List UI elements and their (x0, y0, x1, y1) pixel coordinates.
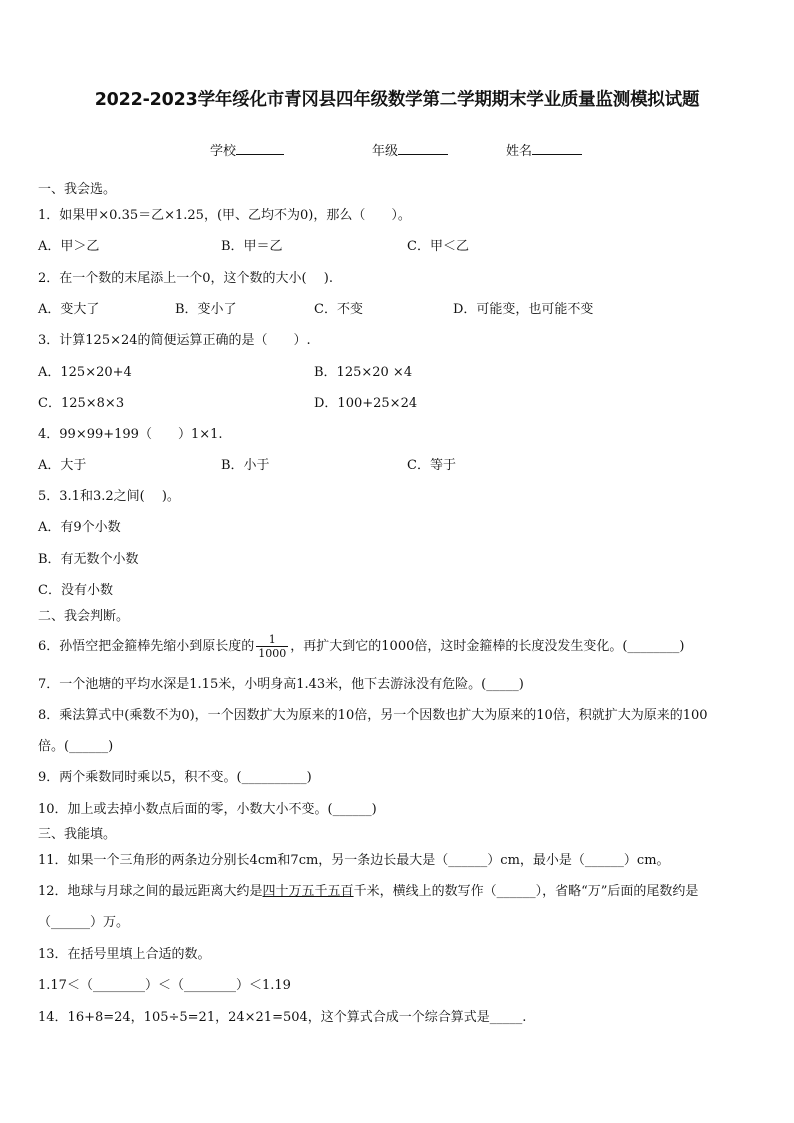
q6-fraction-denominator: 1000 (258, 647, 287, 660)
question-6 (38, 631, 685, 663)
q2-option-a[interactable]: A．变大了 (38, 302, 100, 317)
q4-option-a[interactable]: A．大于 (38, 458, 87, 473)
name-label: 姓名 (506, 144, 533, 159)
q6-fraction-numerator: 1 (256, 633, 288, 647)
q1-option-a[interactable]: A．甲＞乙 (38, 239, 100, 254)
q2-option-b[interactable]: B．变小了 (175, 302, 237, 317)
question-12 (38, 884, 698, 900)
question-4: 4．99×99+199（ ）1×1. (38, 427, 223, 442)
name-field (506, 140, 582, 159)
grade-label: 年级 (372, 144, 399, 159)
q12-text-after: 千米，横线上的数写作（______），省略“万”后面的尾数约是 (353, 884, 699, 899)
q6-text-before: 6．孙悟空把金箍棒先缩小到原长度的 (38, 639, 255, 654)
question-10: 10．加上或去掉小数点后面的零，小数大小不变。(______) (38, 802, 377, 817)
q6-fraction (256, 633, 288, 660)
question-14: 14．16+8=24，105÷5=21，24×21=504，这个算式合成一个综合算式是_____. (38, 1010, 527, 1025)
question-13: 13．在括号里填上合适的数。 (38, 947, 211, 962)
q12-text-before: 12．地球与月球之间的最远距离大约是 (38, 884, 263, 899)
question-9: 9．两个乘数同时乘以5，积不变。(__________) (38, 770, 312, 785)
name-blank[interactable] (532, 142, 582, 155)
question-8-line-1: 8．乘法算式中(乘数不为0)，一个因数扩大为原来的10倍，另一个因数也扩大为原来的10倍，积就扩大为原来的100 (38, 708, 708, 723)
section-heading-fill: 三、我能填。 (38, 827, 117, 842)
q1-option-b[interactable]: B．甲＝乙 (221, 239, 283, 254)
question-3: 3．计算125×24的简便运算正确的是（ ）. (38, 333, 311, 348)
grade-blank[interactable] (398, 142, 448, 155)
q3-option-a[interactable]: A．125×20+4 (38, 365, 132, 380)
question-13-line-2: 1.17＜（________）＜（________）＜1.19 (38, 978, 291, 993)
q5-option-b[interactable]: B．有无数个小数 (38, 552, 139, 567)
q3-option-c[interactable]: C．125×8×3 (38, 396, 125, 411)
section-heading-judge: 二、我会判断。 (38, 609, 130, 624)
question-8-line-2: 倍。(______) (38, 739, 114, 754)
q5-option-a[interactable]: A．有9个小数 (38, 520, 121, 535)
q3-option-b[interactable]: B．125×20 ×4 (314, 365, 413, 380)
q6-text-after: ，再扩大到它的1000倍，这时金箍棒的长度没发生变化。(________) (290, 639, 685, 654)
question-11: 11．如果一个三角形的两条边分别长4cm和7cm，另一条边长最大是（______）cm，最小是（______）cm。 (38, 853, 670, 868)
q3-option-d[interactable]: D．100+25×24 (314, 396, 418, 411)
q4-option-b[interactable]: B．小于 (221, 458, 270, 473)
q12-underlined-number: 四十万五千五百 (262, 884, 354, 899)
question-1: 1．如果甲×0.35＝乙×1.25，(甲、乙均不为0)，那么（ ）。 (38, 208, 411, 223)
q2-option-c[interactable]: C．不变 (314, 302, 363, 317)
question-2: 2．在一个数的末尾添上一个0，这个数的大小( ). (38, 271, 333, 286)
q1-option-c[interactable]: C．甲＜乙 (407, 239, 469, 254)
q2-option-d[interactable]: D．可能变，也可能不变 (453, 302, 594, 317)
school-field (210, 140, 284, 159)
section-heading-choice: 一、我会选。 (38, 182, 117, 197)
q4-option-c[interactable]: C．等于 (407, 458, 456, 473)
q5-option-c[interactable]: C．没有小数 (38, 583, 113, 598)
page-title: 2022-2023学年绥化市青冈县四年级数学第二学期期末学业质量监测模拟试题 (94, 90, 700, 110)
question-12-line-2: （______）万。 (38, 915, 130, 930)
school-label: 学校 (210, 144, 237, 159)
school-blank[interactable] (236, 142, 284, 155)
question-7: 7．一个池塘的平均水深是1.15米，小明身高1.43米，他下去游泳没有危险。(_____) (38, 677, 524, 692)
grade-field (372, 140, 448, 159)
question-5: 5．3.1和3.2之间( )。 (38, 489, 180, 504)
